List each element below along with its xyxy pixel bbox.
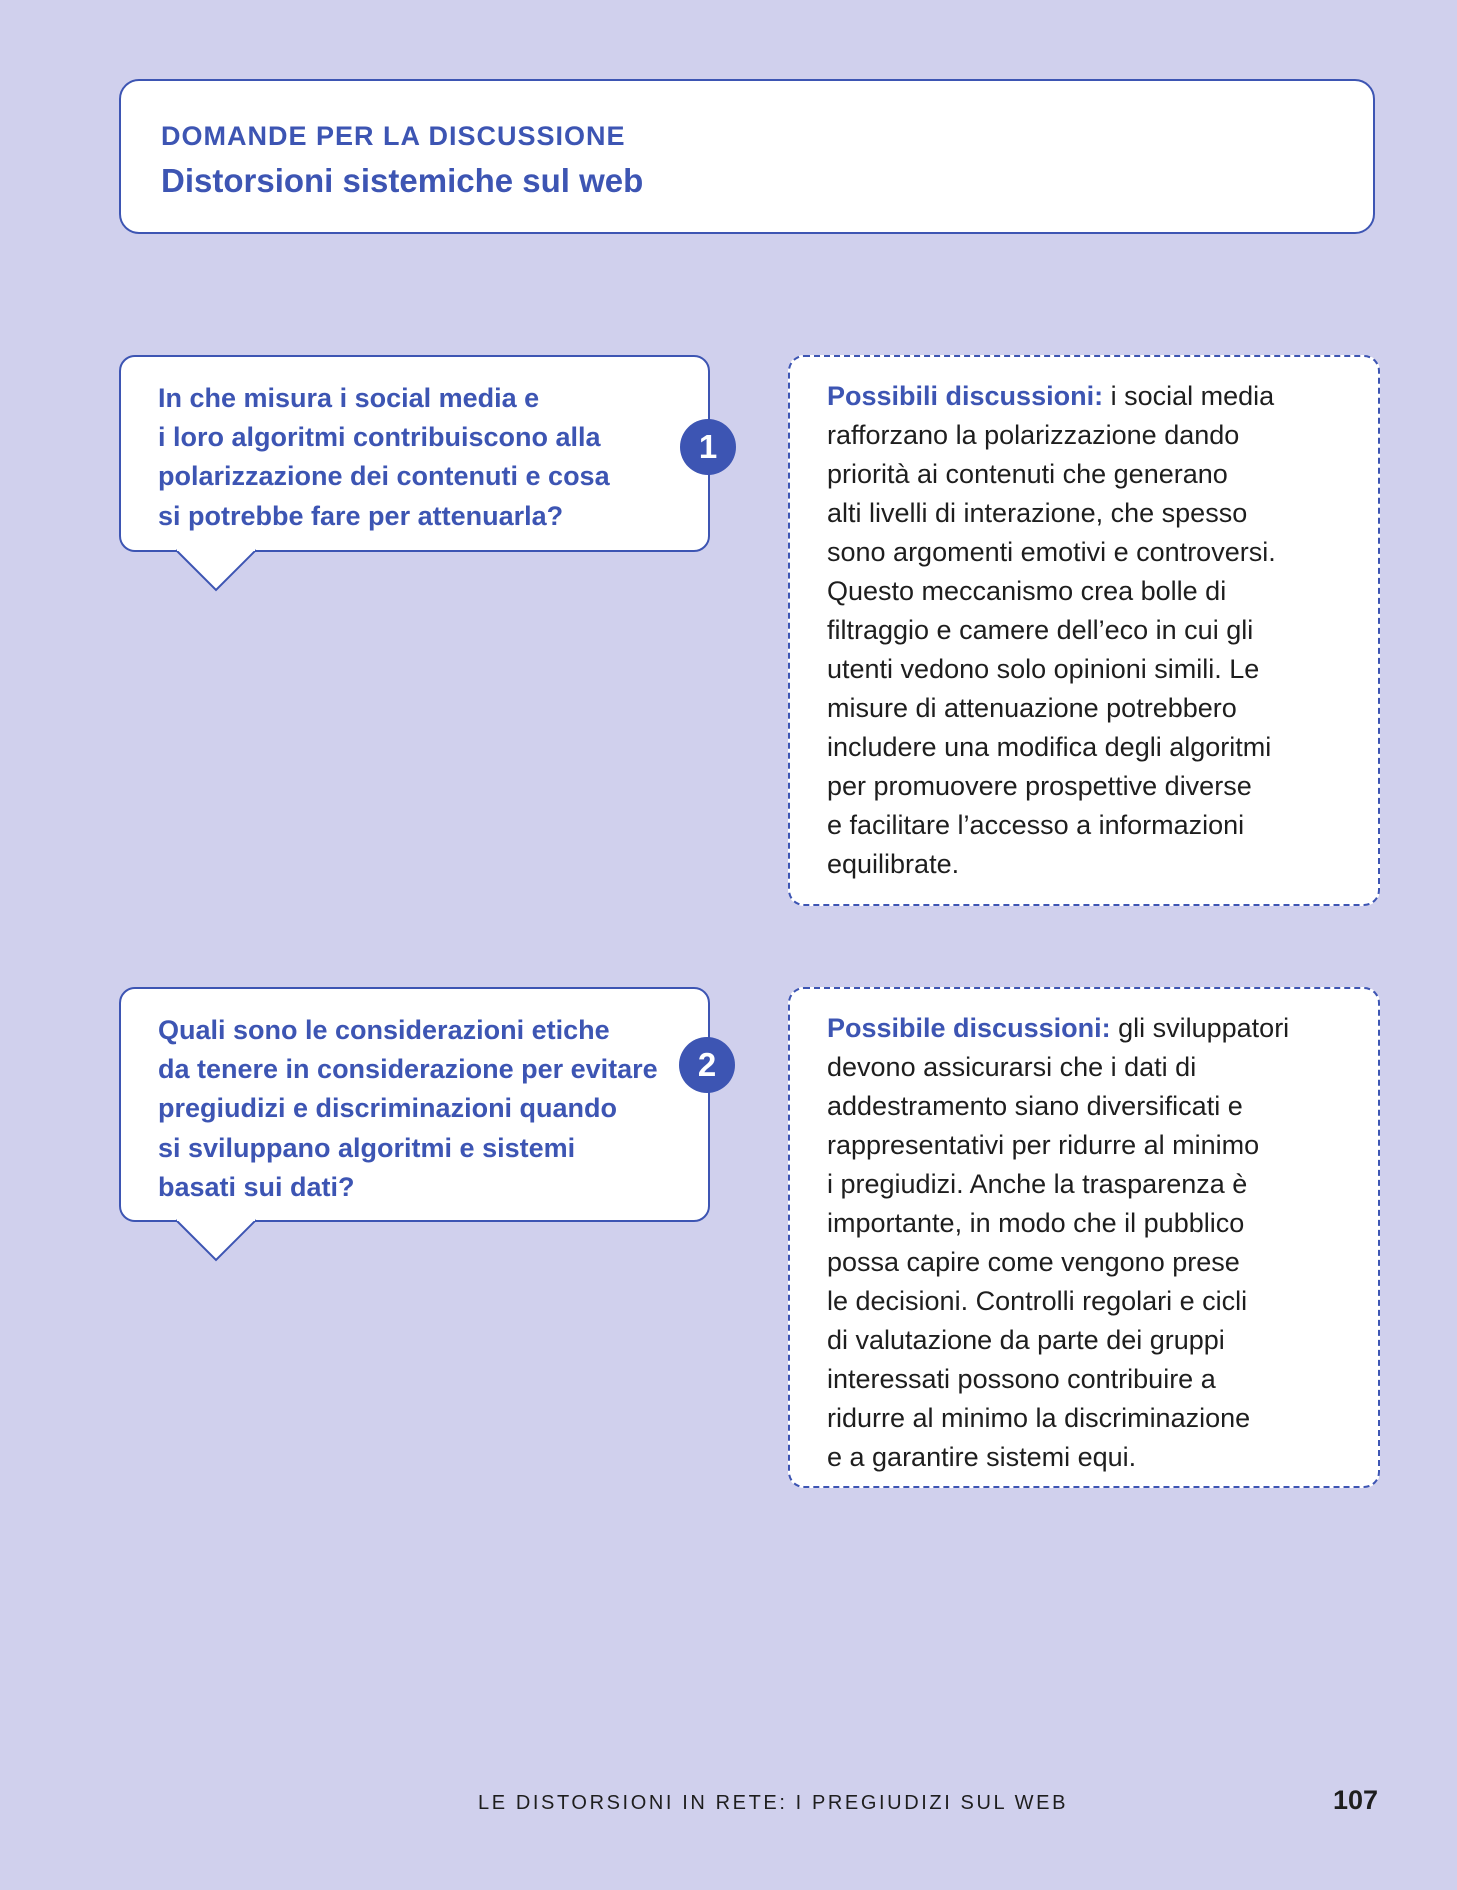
answer-box-2 (788, 987, 1380, 1488)
question-text-2: Quali sono le considerazioni etiche da tenere in considerazione per evitare pregiudizi e discriminazioni quando si sviluppano algoritmi e sistemi basati sui dati? (158, 1015, 658, 1202)
answer-box-1 (788, 355, 1380, 906)
answer-label-1: Possibili discussioni: (827, 381, 1104, 411)
answer-label-2: Possibile discussioni: (827, 1013, 1111, 1043)
header-box (119, 79, 1375, 234)
answer-text-1 (827, 377, 1367, 884)
section-eyebrow: DOMANDE PER LA DISCUSSIONE (161, 121, 626, 151)
answer-text-2 (827, 1009, 1367, 1477)
number-badge-2: 2 (679, 1037, 735, 1093)
question-box-2 (119, 987, 710, 1222)
section-title: Distorsioni sistemiche sul web (161, 162, 644, 199)
number-badge-1: 1 (680, 419, 736, 475)
speech-bubble-tail (176, 550, 256, 592)
answer-body-2: gli sviluppatori devono assicurarsi che i dati di addestramento siano diversificati e rappresentativi per ridurre al minimo i pregiudizi. Anche la trasparenza è importante, in modo che il pubblico possa capire come vengono prese le decisioni. Controlli regolari e cicli di valutazione da parte dei gruppi interessati possono contribuire a ridurre al minimo la discriminazione e a garantire sistemi equi. (827, 1013, 1290, 1472)
page-number: 107 (1332, 1785, 1378, 1815)
speech-bubble-tail (176, 1220, 256, 1262)
question-text-1: In che misura i social media e i loro algoritmi contribuiscono alla polarizzazione dei contenuti e cosa si potrebbe fare per attenuarla? (158, 383, 610, 531)
question-box-1 (119, 355, 710, 552)
running-footer: LE DISTORSIONI IN RETE: I PREGIUDIZI SUL WEB (478, 1792, 1069, 1814)
answer-body-1: i social media rafforzano la polarizzazione dando priorità ai contenuti che generano alti livelli di interazione, che spesso sono argomenti emotivi e controversi. Questo meccanismo crea bolle di filtraggio e camere dell’eco in cui gli utenti vedono solo opinioni simili. Le misure di attenuazione potrebbero includere una modifica degli algoritmi per promuovere prospettive diverse e facilitare l’accesso a informazioni equilibrate. (827, 381, 1276, 879)
